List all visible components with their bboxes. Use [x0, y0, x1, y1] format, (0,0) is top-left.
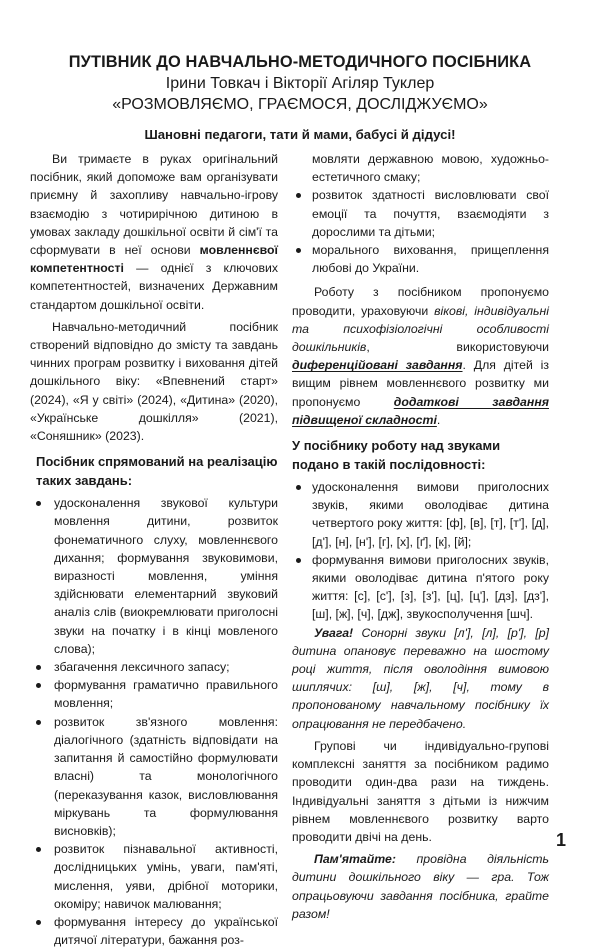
left-column [30, 150, 278, 949]
sounds-list [292, 478, 549, 624]
tasks-list [30, 494, 278, 949]
tasks-heading: Посібник спрямований на реалізацію таких завдань: [36, 454, 278, 488]
bullet-icon [36, 501, 41, 506]
bullet-icon [36, 665, 41, 670]
list-item: удосконалення вимови приголосних звуків, якими оволодіває дитина четвертого року життя: [ф], [в], [т], [т'], [д], [д'], [н], [н'], [г], [х], [ґ], [к], [й]; [292, 478, 549, 551]
page-number: 1 [556, 830, 567, 850]
title-line-1: ПУТІВНИК ДО НАВЧАЛЬНО-МЕТОДИЧНОГО ПОСІБНИКА [68, 53, 532, 71]
bullet-icon [36, 720, 41, 725]
bullet-icon [36, 847, 41, 852]
title-authors: Ірини Товкач і Вікторії Агіляр Туклер [165, 75, 435, 92]
list-item: розвиток пізнавальної активності, дослідницьких умінь, уваги, пам'яті, мислення, уяви, дрібної моторики, окоміру; навичок малювання; [30, 840, 278, 913]
intro-paragraph-1: Ви тримаєте в руках оригінальний посібник, який допоможе вам організувати приємну й захопливу навчально-ігрову взаємодію з чотирирічною дитиною в умовах закладу дошкільної освіти й сім'ї та сформувати в неї основи мовленнєвої компетентності — однієї з ключових компетентностей, визначених Державним стандартом дошкільної освіти. [30, 152, 278, 312]
sounds-heading: У посібнику роботу над звуками подано в такій послідовності: [292, 438, 501, 472]
list-item: збагачення лексичного запасу; [30, 658, 278, 676]
remember-note: Пам'ятайте: провідна діяльність дитини дошкільного віку — гра. Тож опрацьовуючи завдання посібника, грайте разом! [292, 852, 549, 921]
list-item: формування граматично правильного мовлення; [30, 676, 278, 712]
work-approach-paragraph: Роботу з посібником пропонуємо проводити, ураховуючи вікові, індивідуальні та психофізіологічні особливості дошкільників, використовуючи диференційовані завдання. Для дітей із вищим рівнем мовленнєвого розвитку ми пропонуємо додаткові завдання підвищеної складності. [292, 285, 549, 427]
right-column [292, 150, 549, 923]
bullet-icon [36, 683, 41, 688]
title-book-name: «РОЗМОВЛЯЄМО, ГРАЄМОСЯ, ДОСЛІДЖУЄМО» [112, 96, 488, 113]
bullet-icon [296, 485, 301, 490]
tasks-list-continued [292, 150, 549, 277]
list-item: формування інтересу до української дитячої літератури, бажання роз- [30, 913, 278, 949]
list-item: морального виховання, прищеплення любові до України. [292, 241, 549, 277]
list-item: формування вимови приголосних звуків, якими оволодіває дитина п'ятого року життя: [с], [с'], [з], [з'], [ц], [ц'], [дз], [дз'], [ш], [ж], [ч], [дж], звукосполучення [шч]. [292, 551, 549, 624]
groups-paragraph: Групові чи індивідуально-групові комплексні заняття за посібником радимо проводити один-два рази на тиждень. Індивідуальні заняття з дітьми із нижчим рівнем мовленнєвого розвитку варто проводити двічі на день. [292, 738, 549, 844]
list-item: розвиток здатності висловлювати свої емоції та почуття, взаємодіяти з дорослими та дітьми; [292, 186, 549, 241]
list-item: удосконалення звукової культури мовлення дитини, розвиток фонематичного слуху, мовленнєвого дихання; формування звуковимови, виразності мовлення, уміння здійснювати елементарний звуковий аналіз слів (виокремлювати приголосні звуки на початку і в кінці мовленого слова); [30, 494, 278, 658]
bullet-icon [296, 193, 301, 198]
bullet-icon [36, 920, 41, 925]
key-term: мовленнєвої компетентності [30, 243, 278, 276]
intro-paragraph-2: Навчально-методичний посібник створений відповідно до змісту та завдань чинних програм розвитку і виховання дітей дошкільного віку: «Впевнений старт» (2024), «Я у світі» (2024), «Дитина» (2020), «Українське дошкілля» (2021), «Соняшник» (2023). [30, 319, 278, 444]
list-item-continuation: мовляти державною мовою, художньо-естетичного смаку; [312, 152, 549, 185]
list-item: розвиток зв'язного мовлення: діалогічного (здатність відповідати на запитання й самостійно формулювати власні) та монологічного (переказування казок, висловлювання міркувань та формулювання висновків); [30, 713, 278, 840]
bullet-icon [296, 248, 301, 253]
greeting: Шановні педагоги, тати й мами, бабусі й дідусі! [144, 127, 456, 142]
bullet-icon [296, 558, 301, 563]
attention-note: Увага! Сонорні звуки [л'], [л], [р'], [р] дитина опановує переважно на шостому році життя, після оволодіння вимовою шиплячих: [ш], [ж], [ч], тому в пропонованому навчальному посібнику їх опрацювання не передбачено. [292, 625, 549, 731]
